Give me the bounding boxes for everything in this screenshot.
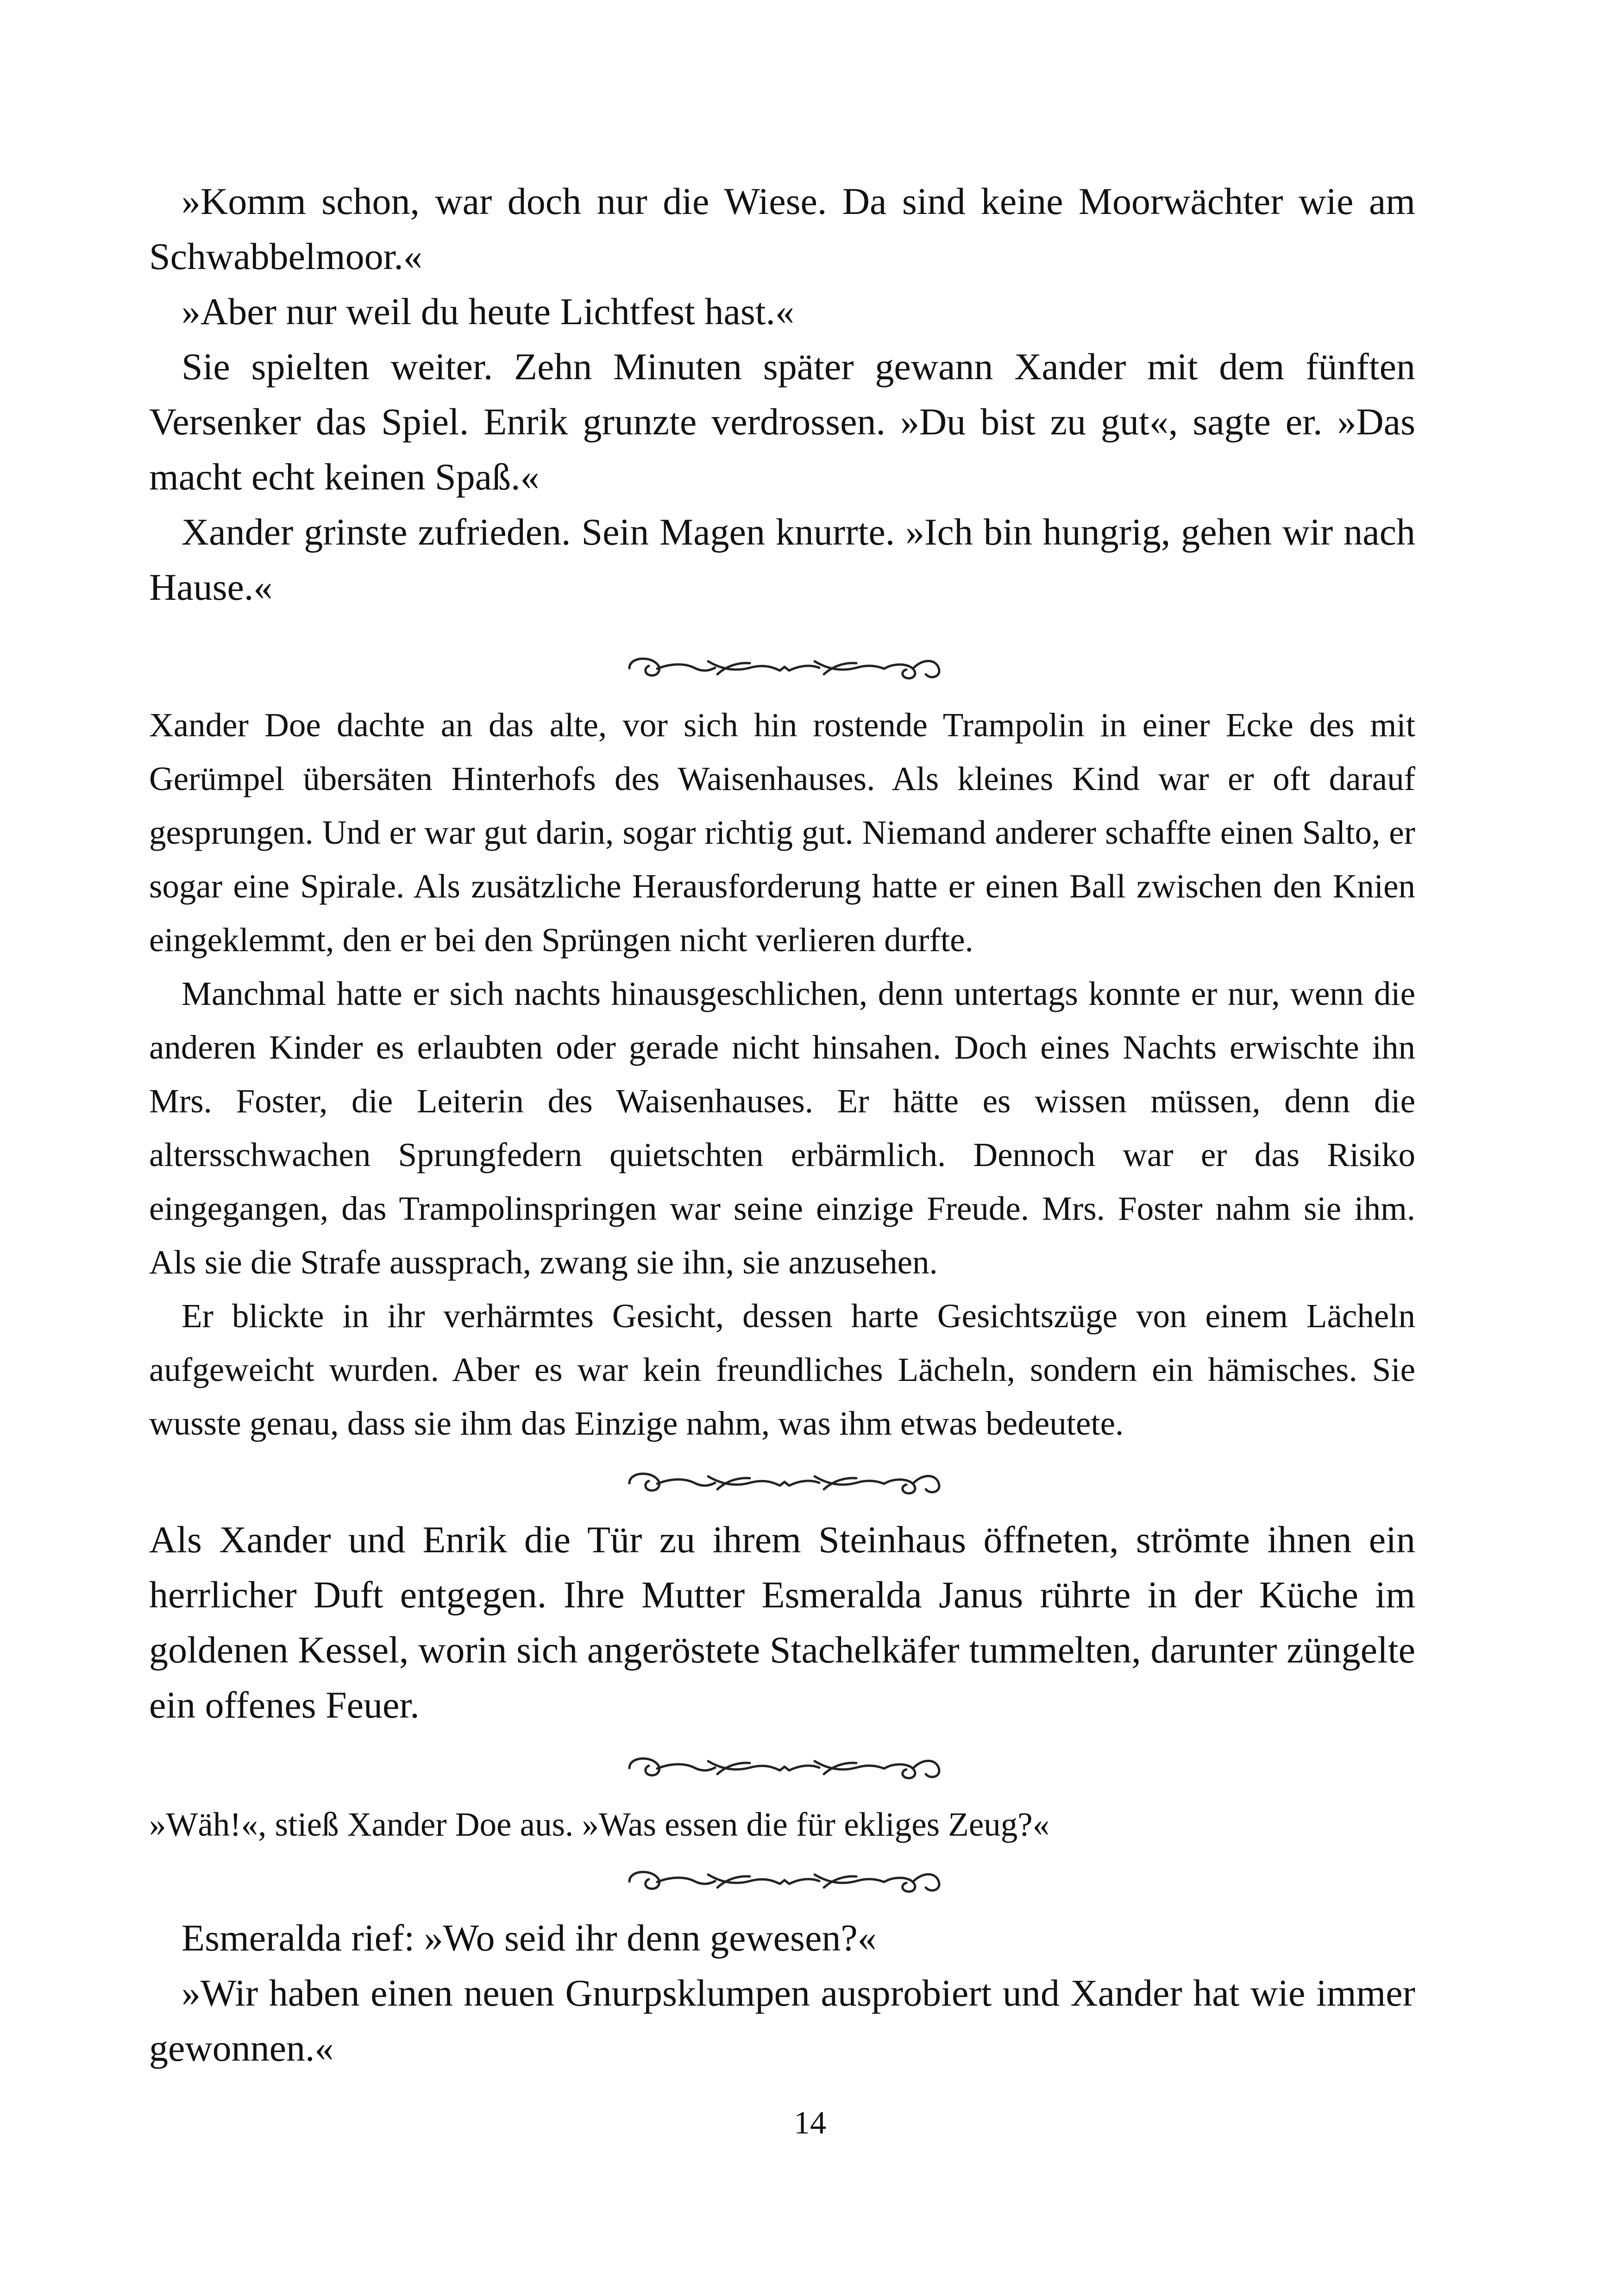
section-1: [149, 174, 1415, 615]
section-3: [149, 1512, 1415, 1732]
flourish-divider-icon: [149, 1855, 1415, 1908]
paragraph: »Aber nur weil du heute Lichtfest hast.«: [182, 290, 795, 332]
paragraph: Xander grinste zufrieden. Sein Magen knurrte. »Ich bin hungrig, gehen wir nach Hause.«: [149, 511, 1415, 608]
paragraph: »Komm schon, war doch nur die Wiese. Da sind keine Moorwächter wie am Schwabbelmoor.«: [149, 180, 1415, 277]
paragraph: Esmeralda rief: »Wo seid ihr denn gewesen?«: [182, 1917, 877, 1959]
flourish-divider-icon: [149, 1741, 1415, 1795]
paragraph: Xander Doe dachte an das alte, vor sich hin rostende Trampolin in einer Ecke des mit Gerümpel übersäten Hinterhofs des Waisenhauses. Als kleines Kind war er oft darauf gesprungen. Und er war gut darin, sogar richtig gut. Niemand anderer schaffte einen Salto, er sogar eine Spirale. Als zusätzliche Herausforderung hatte er einen Ball zwischen den Knien eingeklemmt, den er bei den Sprüngen nicht verlieren durfte.: [149, 706, 1415, 959]
flourish-divider-icon: [149, 1456, 1415, 1510]
paragraph: »Wir haben einen neuen Gnurpsklumpen ausprobiert und Xander hat wie immer gewonnen.«: [149, 1972, 1415, 2069]
paragraph: »Wäh!«, stieß Xander Doe aus. »Was essen die für ekliges Zeug?«: [149, 1806, 1050, 1843]
section-2: [149, 698, 1415, 1450]
section-5: [149, 1910, 1415, 2076]
flourish-divider-icon: [149, 641, 1415, 695]
paragraph: Manchmal hatte er sich nachts hinausgeschlichen, denn untertags konnte er nur, wenn die anderen Kinder es erlaubten oder gerade nicht hinsahen. Doch eines Nachts erwischte ihn Mrs. Foster, die Leiterin des Waisenhauses. Er hätte es wissen müssen, denn die altersschwachen Sprungfedern quietschten erbärmlich. Dennoch war er das Risiko eingegangen, das Trampolinspringen war seine einzige Freude. Mrs. Foster nahm sie ihm. Als sie die Strafe aussprach, zwang sie ihn, sie anzusehen.: [149, 975, 1415, 1281]
paragraph: Als Xander und Enrik die Tür zu ihrem Steinhaus öffneten, strömte ihnen ein herrlicher Duft entgegen. Ihre Mutter Esmeralda Janus rührte in der Küche im goldenen Kessel, worin sich angeröstete Stachelkäfer tummelten, darunter züngelte ein offenes Feuer.: [149, 1518, 1415, 1726]
section-4: [149, 1798, 1415, 1851]
paragraph: Sie spielten weiter. Zehn Minuten später gewann Xander mit dem fünften Versenker das Spiel. Enrik grunzte verdrossen. »Du bist zu gut«, sagte er. »Das macht echt keinen Spaß.«: [149, 345, 1415, 498]
paragraph: Er blickte in ihr verhärmtes Gesicht, dessen harte Gesichtszüge von einem Lächeln aufgeweicht wurden. Aber es war kein freundliches Lächeln, sondern ein hämisches. Sie wusste genau, dass sie ihm das Einzige nahm, was ihm etwas bedeutete.: [149, 1297, 1415, 1442]
page-number: 14: [794, 2105, 826, 2141]
